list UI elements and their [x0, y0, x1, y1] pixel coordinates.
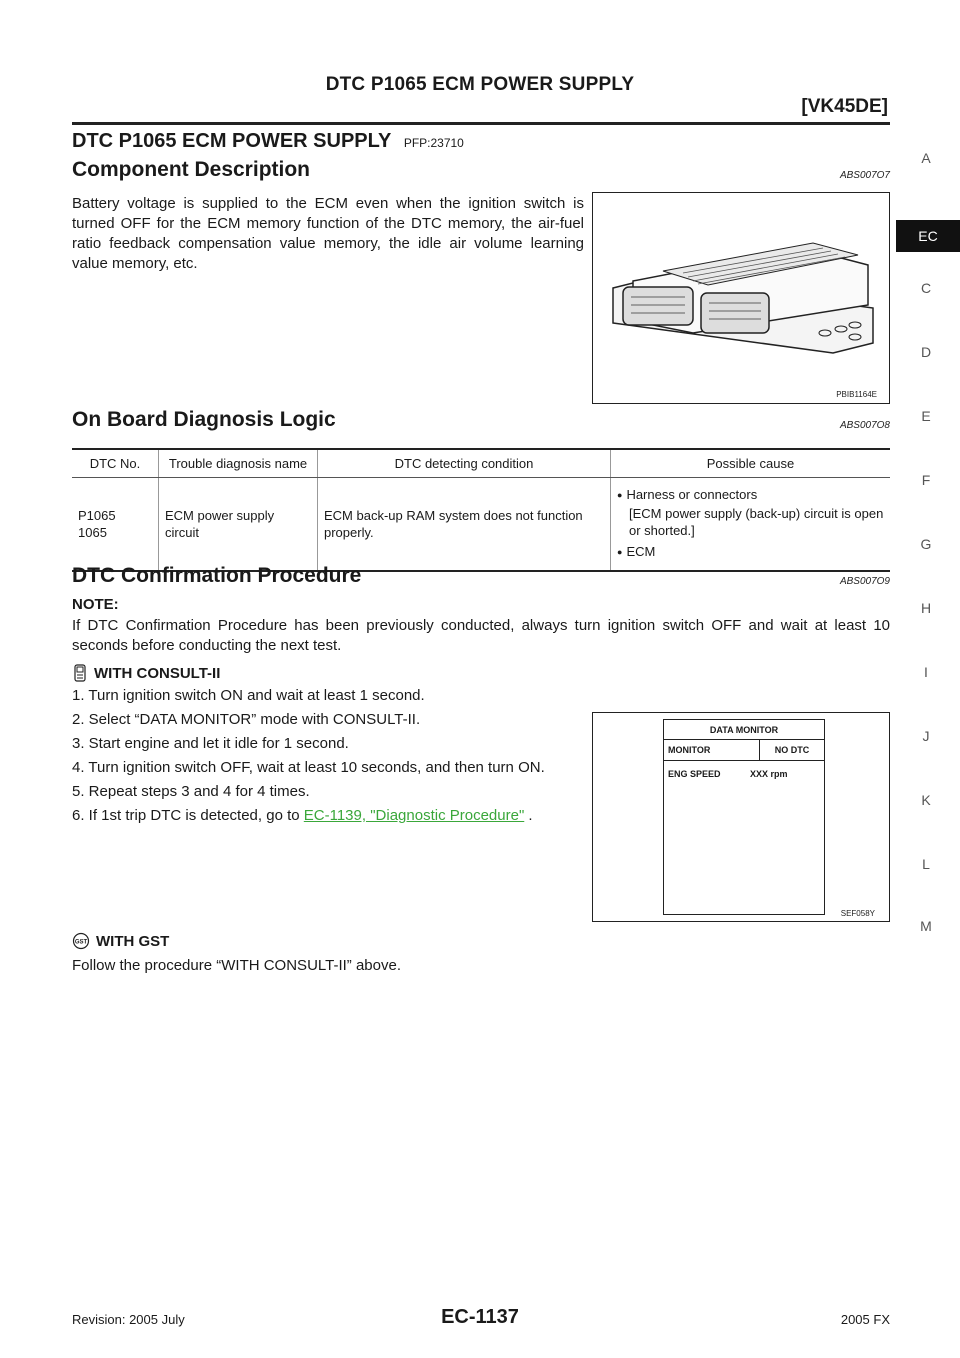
procedure-step-6 — [72, 806, 584, 826]
side-tab-l[interactable]: L — [922, 856, 930, 872]
data-monitor-screen — [663, 719, 825, 915]
note-text: If DTC Confirmation Procedure has been previously conducted, always turn ignition switch OFF and wait at least 10 seconds before conducting the next test. — [72, 617, 890, 654]
component-heading-row — [72, 158, 890, 182]
side-tab-a[interactable]: A — [921, 150, 931, 166]
side-tab-c[interactable]: C — [920, 280, 932, 296]
data-monitor-figure — [592, 712, 890, 922]
footer-page-number: EC-1137 — [441, 1306, 519, 1328]
gst-heading-row — [72, 932, 472, 950]
cell-possible-cause — [611, 478, 891, 571]
component-code: ABS007O7 — [839, 170, 890, 181]
eng-speed-label: ENG SPEED — [668, 769, 721, 779]
cause-harness-detail: [ECM power supply (back-up) circuit is open or shorted.] — [629, 506, 884, 538]
header-rule — [72, 122, 890, 125]
step-6-text: 6. If 1st trip DTC is detected, go to — [72, 807, 304, 824]
side-tab-g[interactable]: G — [920, 536, 932, 552]
col-detecting-condition: DTC detecting condition — [318, 450, 611, 478]
confirm-heading: DTC Confirmation Procedure — [72, 564, 362, 587]
monitor-row-eng-speed — [664, 761, 824, 787]
pfp-code: PFP:23710 — [403, 136, 464, 150]
data-monitor-title: DATA MONITOR — [664, 720, 824, 740]
side-tab-ec-active[interactable]: EC — [896, 220, 960, 252]
side-tab-j[interactable]: J — [922, 728, 930, 744]
cell-trouble-name: ECM power supply circuit — [159, 478, 318, 571]
side-tab-i[interactable]: I — [924, 664, 928, 680]
obd-table — [72, 450, 890, 570]
side-tab-m[interactable]: M — [920, 918, 932, 934]
confirm-heading-row — [72, 564, 890, 588]
obd-heading-row — [72, 408, 890, 432]
cause-harness: ● Harness or connectors — [617, 486, 884, 505]
cell-detecting-condition: ECM back-up RAM system does not function properly. — [318, 478, 611, 571]
procedure-step-5: 5. Repeat steps 3 and 4 for 4 times. — [72, 783, 310, 800]
side-tab-f[interactable]: F — [921, 472, 931, 488]
gst-icon-label: GST — [74, 939, 88, 946]
procedure-step-2: 2. Select “DATA MONITOR” mode with CONSULT-II. — [72, 711, 421, 728]
gst-heading: WITH GST — [96, 932, 170, 950]
footer-model: 2005 FX — [840, 1312, 890, 1327]
obd-code: ABS007O8 — [839, 420, 890, 431]
cell-dtc-no — [72, 478, 159, 571]
consult-tool-icon — [72, 664, 88, 682]
dtc-code-numeric: 1065 — [78, 525, 107, 540]
obd-heading: On Board Diagnosis Logic — [72, 408, 336, 431]
obd-table-header — [72, 450, 890, 478]
component-text: Battery voltage is supplied to the ECM even when the ignition switch is turned OFF for the ECM memory function of the DTC memory, the air-fuel ratio feedback compensation value memory, the idle air volume learning value memory, etc. — [72, 195, 584, 272]
section-title: DTC P1065 ECM POWER SUPPLY — [72, 130, 392, 152]
consult-heading: WITH CONSULT-II — [94, 664, 221, 682]
procedure-step-3: 3. Start engine and let it idle for 1 second. — [72, 735, 349, 752]
footer-revision: Revision: 2005 July — [72, 1312, 185, 1327]
side-tab-h[interactable]: H — [920, 600, 932, 616]
cause-ecm: ● ECM — [617, 543, 884, 562]
col-dtc-no: DTC No. — [72, 450, 159, 478]
procedure-steps — [72, 686, 584, 830]
consult-heading-row — [72, 664, 472, 682]
ecm-figure-caption: PBIB1164E — [836, 390, 877, 399]
section-title-row — [72, 130, 890, 153]
side-tab-e[interactable]: E — [921, 408, 931, 424]
procedure-step-4: 4. Turn ignition switch OFF, wait at least 10 seconds, and then turn ON. — [72, 759, 545, 776]
note-label: NOTE: — [72, 596, 119, 613]
component-heading: Component Description — [72, 158, 311, 181]
gst-text: Follow the procedure “WITH CONSULT-II” above. — [72, 957, 401, 974]
diagnostic-procedure-link[interactable]: EC-1139, "Diagnostic Procedure" — [303, 807, 525, 824]
step-6-suffix: . — [524, 807, 533, 824]
procedure-step-1: 1. Turn ignition switch ON and wait at least 1 second. — [72, 687, 425, 704]
running-header-model: [VK45DE] — [801, 96, 888, 117]
dtc-code: P1065 — [78, 508, 116, 523]
data-monitor-caption: SEF058Y — [840, 909, 875, 918]
monitor-col-status: NO DTC — [759, 740, 824, 760]
side-tab-d[interactable]: D — [920, 344, 932, 360]
ecm-unit-illustration — [593, 193, 889, 403]
obd-table-wrap — [72, 448, 890, 572]
gst-icon — [72, 932, 90, 950]
table-row — [72, 478, 890, 571]
eng-speed-value: XXX rpm — [750, 769, 788, 779]
ecm-figure — [592, 192, 890, 404]
running-header-title: DTC P1065 ECM POWER SUPPLY — [325, 74, 635, 95]
monitor-col-label: MONITOR — [668, 745, 711, 755]
data-monitor-header — [664, 740, 824, 761]
confirm-code: ABS007O9 — [839, 576, 890, 587]
side-tab-k[interactable]: K — [921, 792, 931, 808]
col-trouble-name: Trouble diagnosis name — [159, 450, 318, 478]
col-possible-cause: Possible cause — [611, 450, 891, 478]
